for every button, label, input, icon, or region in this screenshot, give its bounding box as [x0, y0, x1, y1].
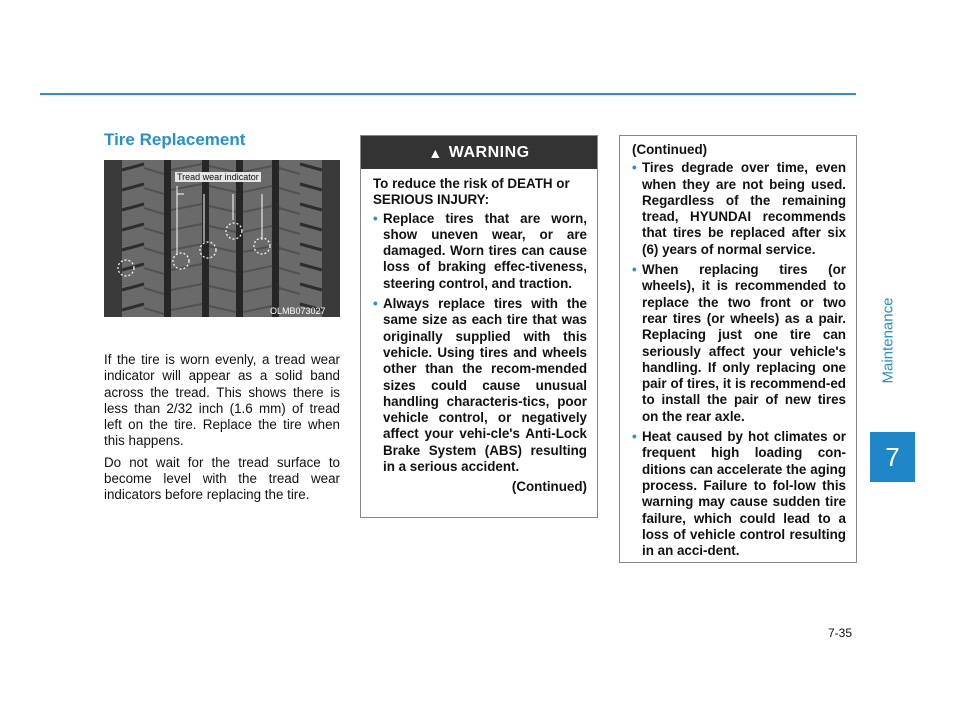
figure-caption: Tread wear indicator	[177, 172, 259, 182]
side-tab-label	[868, 240, 908, 440]
page-number: 7-35	[828, 626, 853, 640]
warning-box	[360, 135, 598, 518]
tire-tread-figure	[104, 160, 340, 317]
continuation-list	[632, 160, 846, 559]
warning-item: • Always replace tires with the same size as each tire that was originally supplied with this vehicle. Using tires and wheels other than the recom-mended sizes could cause unusual handling characteris-tics, poor vehicle control, or negatively affect your vehi-cle's Anti-Lock Brake System (ABS) resulting in a serious accident.	[373, 296, 587, 475]
continuation-item: • Heat caused by hot climates or frequent high loading con-ditions can accelerate the aging process. Failure to fol-low this warning may cause sudden tire failure, which could lead to a loss of vehicle control resulting in an acci-dent.	[632, 429, 846, 559]
body-text	[104, 352, 340, 509]
side-tab-text: Maintenance	[879, 297, 897, 383]
body-paragraph: If the tire is worn evenly, a tread wear indicator will appear as a solid band across the tread. This shows there is less than 2/32 inch (1.6 mm) of tread left on the tire. Replace the tire when this happens.	[104, 352, 340, 449]
warning-triangle-icon: ▲	[428, 144, 443, 161]
continuation-item: • Tires degrade over time, even when they are not being used. Regardless of the remaining tread, HYUNDAI recommends that tires be replaced after six (6) years of normal service.	[632, 160, 846, 258]
body-paragraph: Do not wait for the tread surface to become level with the tread wear indicators before replacing the tire.	[104, 454, 340, 503]
continuation-item: • When replacing tires (or wheels), it is recommended to replace the two front or two rear tires (or wheels) as a pair. Replacing just one tire can seriously affect your vehicle's handling. If only replacing one pair of tires, it is recommend-ed to install the pair of new tires on the rear axle.	[632, 262, 846, 425]
warning-intro: To reduce the risk of DEATH or SERIOUS INJURY:	[373, 176, 570, 208]
top-rule	[40, 93, 856, 95]
continuation-body	[620, 136, 856, 559]
section-heading: Tire Replacement	[104, 130, 246, 149]
warning-header	[361, 136, 597, 169]
warning-continued: (Continued)	[511, 479, 587, 495]
chapter-number-tab: 7	[870, 432, 915, 482]
warning-body	[361, 169, 597, 496]
warning-continuation-box	[619, 135, 857, 563]
figure-code: OLMB073027	[270, 306, 326, 316]
continuation-heading: (Continued)	[632, 142, 708, 157]
warning-item: • Replace tires that are worn, show uneven wear, or are damaged. Worn tires can cause loss of braking effec-tiveness, steering control, and traction.	[373, 211, 587, 292]
tire-tread-illustration	[104, 160, 340, 317]
warning-list	[373, 211, 587, 476]
warning-title: WARNING	[448, 143, 530, 161]
